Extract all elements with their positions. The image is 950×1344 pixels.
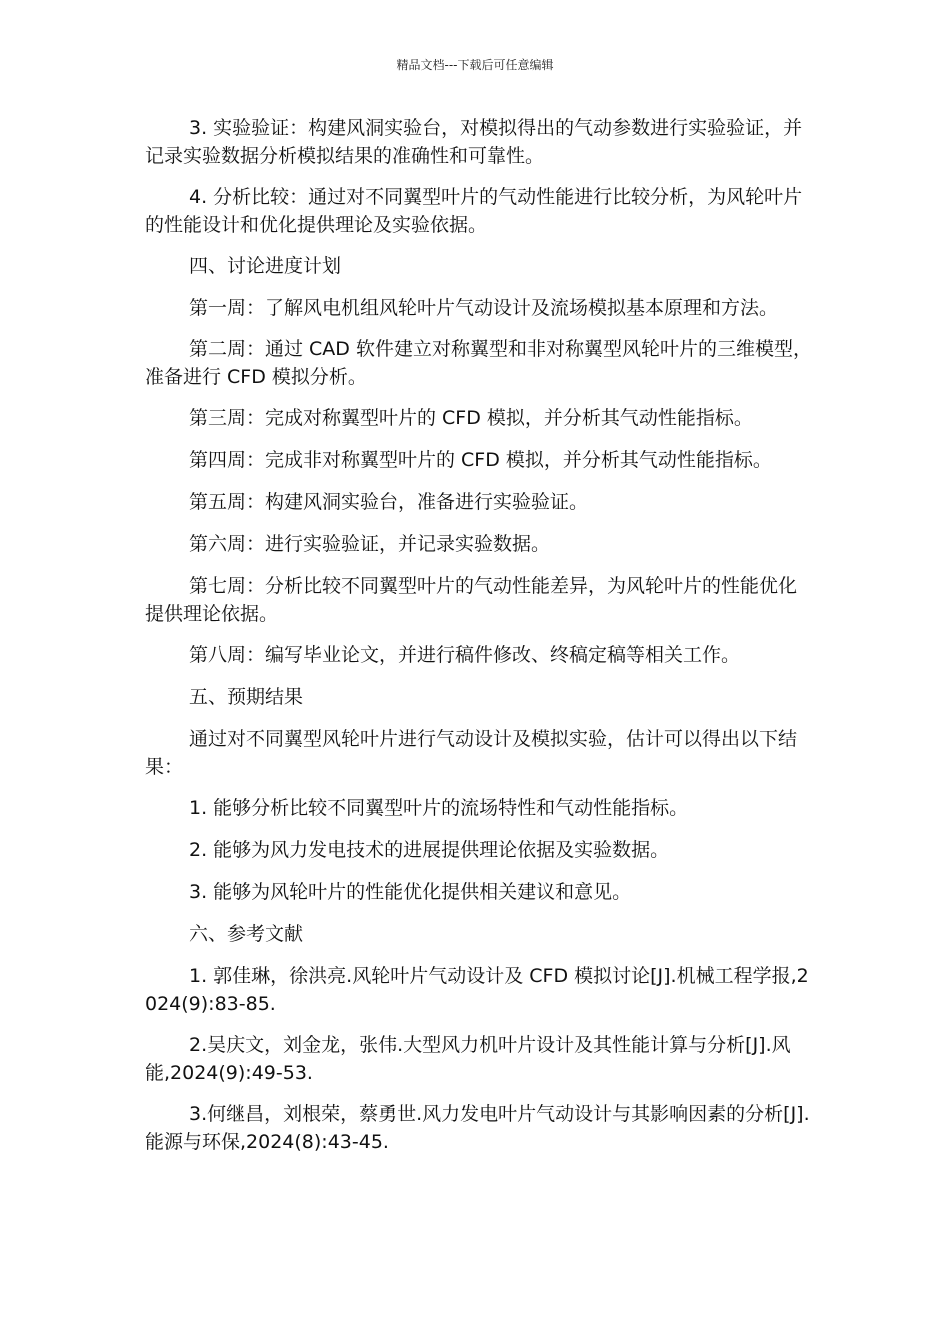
schedule-week-2: 第二周：通过 CAD 软件建立对称翼型和非对称翼型风轮叶片的三维模型，准备进行 CFD 模拟分析。 [145,338,812,388]
schedule-week-1: 第一周：了解风电机组风轮叶片气动设计及流场模拟基本原理和方法。 [189,297,779,319]
schedule-week-7: 第七周：分析比较不同翼型叶片的气动性能差异，为风轮叶片的性能优化提供理论依据。 [145,575,798,625]
expected-result-2: 2. 能够为风力发电技术的进展提供理论依据及实验数据。 [189,839,670,861]
reference-2: 2.吴庆文，刘金龙，张伟.大型风力机叶片设计及其性能计算与分析[J].风能,2024(9):49-53. [145,1034,791,1084]
reference-3: 3.何继昌，刘根荣，蔡勇世.风力发电叶片气动设计与其影响因素的分析[J].能源与环保,2024(8):43-45. [145,1103,810,1153]
page-header: 精品文档---下载后可任意编辑 [396,58,554,72]
schedule-week-3: 第三周：完成对称翼型叶片的 CFD 模拟，并分析其气动性能指标。 [189,407,753,429]
section-heading-references: 六、参考文献 [189,923,304,945]
schedule-week-4: 第四周：完成非对称翼型叶片的 CFD 模拟，并分析其气动性能指标。 [189,449,772,471]
expected-result-1: 1. 能够分析比较不同翼型叶片的流场特性和气动性能指标。 [189,797,689,819]
expected-results-intro: 通过对不同翼型风轮叶片进行气动设计及模拟实验，估计可以得出以下结果： [145,728,798,778]
document-body [145,114,815,1169]
schedule-week-6: 第六周：进行实验验证，并记录实验数据。 [189,533,551,555]
schedule-week-8: 第八周：编写毕业论文，并进行稿件修改、终稿定稿等相关工作。 [189,644,741,666]
section-heading-schedule: 四、讨论进度计划 [189,255,342,277]
reference-1: 1. 郭佳琳，徐洪亮.风轮叶片气动设计及 CFD 模拟讨论[J].机械工程学报,2024(9):83-85. [145,965,809,1015]
paragraph-analysis-comparison: 4. 分析比较：通过对不同翼型叶片的气动性能进行比较分析，为风轮叶片的性能设计和优化提供理论及实验依据。 [145,186,803,236]
schedule-week-5: 第五周：构建风洞实验台，准备进行实验验证。 [189,491,589,513]
expected-result-3: 3. 能够为风轮叶片的性能优化提供相关建议和意见。 [189,881,632,903]
paragraph-experiment-validation: 3. 实验验证：构建风洞实验台，对模拟得出的气动参数进行实验验证，并记录实验数据分析模拟结果的准确性和可靠性。 [145,117,803,167]
section-heading-expected-results: 五、预期结果 [189,686,304,708]
